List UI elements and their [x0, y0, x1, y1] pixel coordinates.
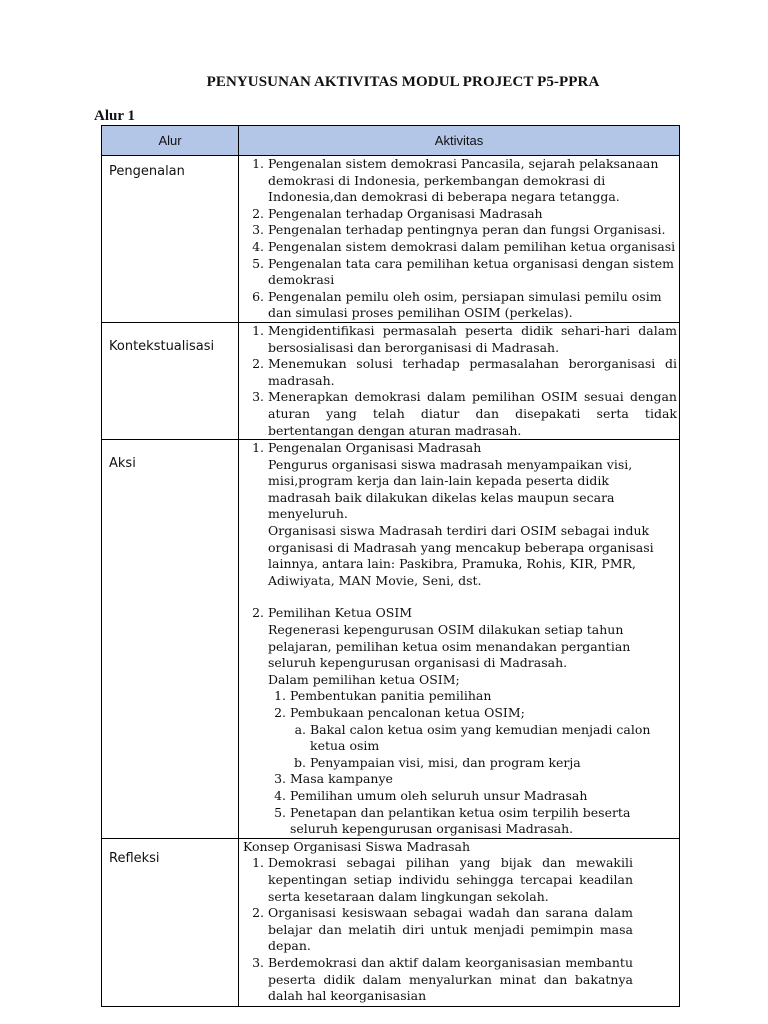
stage-label-refleksi: Refleksi — [109, 850, 160, 866]
table-row-refleksi — [102, 838, 680, 1006]
aksi-steps-list — [268, 688, 659, 837]
stage-cell — [102, 156, 239, 323]
document-title: PENYUSUNAN AKTIVITAS MODUL PROJECT P5-PPRA — [206, 74, 600, 90]
list-item: 1. Demokrasi sebagai pilihan yang bijak dan mewakili kepentingan setiap individu sehingga tercapai keadilan serta kesetaraan dalam lingkungan sekolah. — [268, 855, 633, 905]
list-item: 4. Pemilihan umum oleh seluruh unsur Madrasah — [290, 788, 659, 805]
aksi-item1-paragraph1: Pengurus organisasi siswa madrasah menyampaikan visi, misi,program kerja dan lain-lain kepada peserta didik madrasah baik dilakukan dikelas kelas maupun secara menyeluruh. — [268, 456, 633, 522]
activity-table — [101, 125, 680, 1007]
header-alur: Alur — [102, 126, 239, 156]
aksi-substeps-list — [290, 722, 659, 772]
list-item: a. Bakal calon ketua osim yang kemudian menjadi calon ketua osim — [310, 722, 659, 755]
activity-cell — [239, 156, 680, 323]
refleksi-heading: Konsep Organisasi Siswa Madrasah — [243, 838, 471, 854]
section-label: Alur 1 — [94, 108, 135, 124]
aksi-item1-title: 1. Pengenalan Organisasi Madrasah — [268, 440, 482, 456]
aksi-list — [243, 440, 659, 838]
list-item: 2. Menemukan solusi terhadap permasalahan berorganisasi di madrasah. — [268, 356, 677, 389]
pengenalan-list — [243, 156, 677, 322]
kontekstualisasi-list — [243, 323, 677, 439]
stage-label-pengenalan: Pengenalan — [109, 164, 185, 179]
list-item — [268, 605, 659, 837]
activity-cell — [239, 322, 680, 439]
stage-label-aksi: Aksi — [109, 456, 136, 472]
aksi-item2-paragraph1: Regenerasi kepengurusan OSIM dilakukan setiap tahun pelajaran, pemilihan ketua osim menandakan pergantian seluruh kepengurusan organisasi di Madrasah. — [268, 622, 631, 671]
aksi-item2-title: 2. Pemilihan Ketua OSIM — [268, 605, 413, 621]
activity-cell — [239, 440, 680, 839]
aksi-item1-paragraph2: Organisasi siswa Madrasah terdiri dari OSIM sebagai induk organisasi di Madrasah yang mencakup beberapa organisasi lainnya, antara lain: Paskibra, Pramuka, Rohis, KIR, PMR, Adiwiyata, MAN Movie, Seni, dst. — [268, 523, 654, 588]
list-item — [290, 705, 659, 771]
list-item: 3. Masa kampanye — [290, 771, 659, 788]
list-item: 3. Menerapkan demokrasi dalam pemilihan OSIM sesuai dengan aturan yang telah diatur dan disepakati serta tidak bertentangan dengan aturan madrasah. — [268, 389, 677, 439]
list-item: 4. Pengenalan sistem demokrasi dalam pemilihan ketua organisasi — [268, 239, 677, 256]
table-row-kontekstualisasi — [102, 322, 680, 439]
list-item: 2. Pengenalan terhadap Organisasi Madrasah — [268, 206, 677, 223]
stage-cell — [102, 322, 239, 439]
list-item: 3. Pengenalan terhadap pentingnya peran dan fungsi Organisasi. — [268, 222, 677, 239]
header-aktivitas: Aktivitas — [239, 126, 680, 156]
table-header-row — [102, 126, 680, 156]
list-item: b. Penyampaian visi, misi, dan program kerja — [310, 755, 659, 772]
list-item: 2. Organisasi kesiswaan sebagai wadah dan sarana dalam belajar dan melatih diri untuk menjadi pemimpin masa depan. — [268, 905, 633, 955]
refleksi-list — [243, 855, 633, 1004]
list-item: 1. Pembentukan panitia pemilihan — [290, 688, 659, 705]
aksi-item2-paragraph2: Dalam pemilihan ketua OSIM; — [268, 671, 460, 687]
stage-label-kontekstualisasi: Kontekstualisasi — [109, 338, 215, 354]
table-row-aksi — [102, 440, 680, 839]
list-item: 3. Berdemokrasi dan aktif dalam keorganisasian membantu peserta didik dalam menyalurkan minat dan bakatnya dalah hal keorganisasian — [268, 955, 633, 1005]
stage-cell — [102, 838, 239, 1006]
list-item: 5. Penetapan dan pelantikan ketua osim terpilih beserta seluruh kepengurusan organisasi Madrasah. — [290, 805, 659, 838]
list-item: 6. Pengenalan pemilu oleh osim, persiapan simulasi pemilu osim dan simulasi proses pemilihan OSIM (perkelas). — [268, 289, 677, 322]
activity-cell — [239, 838, 680, 1006]
list-item: 1. Mengidentifikasi permasalah peserta didik sehari-hari dalam bersosialisasi dan berorganisasi di Madrasah. — [268, 323, 677, 356]
step-text: Pembukaan pencalonan ketua OSIM; — [290, 705, 525, 720]
table-row-pengenalan — [102, 156, 680, 323]
stage-cell — [102, 440, 239, 839]
list-item: 5. Pengenalan tata cara pemilihan ketua organisasi dengan sistem demokrasi — [268, 256, 677, 289]
list-item — [268, 440, 659, 605]
list-item: 1. Pengenalan sistem demokrasi Pancasila, sejarah pelaksanaan demokrasi di Indonesia, perkembangan demokrasi di Indonesia,dan demokrasi di beberapa negara tetangga. — [268, 156, 677, 206]
